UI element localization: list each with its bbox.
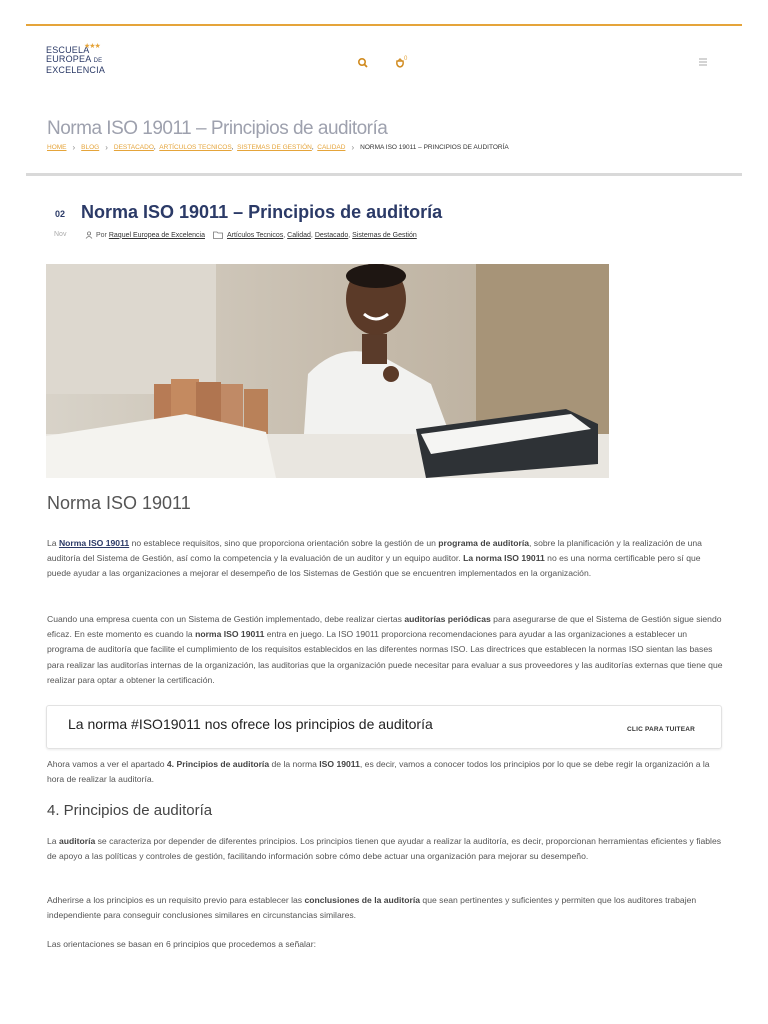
- breadcrumb-current: NORMA ISO 19011 – PRINCIPIOS DE AUDITORÍA: [360, 144, 509, 151]
- breadcrumb-destacado[interactable]: DESTACADO: [113, 144, 154, 151]
- post-category-link[interactable]: Destacado: [314, 231, 349, 239]
- post-date-month: Nov: [54, 231, 67, 238]
- post-meta: Por Raquel Europea de Excelencia Artículos Tecnicos , Calidad , Destacado , Sistemas de Gestión: [85, 231, 417, 239]
- user-icon: [85, 231, 93, 239]
- folder-icon: [213, 231, 223, 239]
- page-title: Norma ISO 19011 – Principios de auditoría: [47, 118, 388, 139]
- search-icon[interactable]: [356, 56, 370, 70]
- tweet-text: La norma #ISO19011 nos ofrece los principios de auditoría: [68, 716, 433, 732]
- logo-stars-icon: ★★★: [84, 43, 100, 50]
- post-category-link[interactable]: Calidad: [287, 231, 311, 239]
- header-top-border: [26, 24, 742, 26]
- post-date-day: 02: [55, 209, 66, 219]
- breadcrumb: HOME › BLOG › DESTACADO , ARTÍCULOS TECNICOS , SISTEMAS DE GESTIÓN , CALIDAD › NORMA ISO 19011 – PRINCIPIOS DE AUDITORÍA: [47, 143, 509, 152]
- paragraph-intro: La Norma ISO 19011 no establece requisitos, sino que proporciona orientación sobre la gestión de un programa de auditoría, sobre la planificación y la realización de una auditoría del Sistema de Gestión, así como la competencia y la evaluación de un auditor y un equipo auditor. La norma ISO 19011 no es una norma certificable pero sí que puede ayudar a las organizaciones a mejorar el desempeño de los Sistemas de Gestión que se encuentren implementados en la organización.: [47, 538, 702, 579]
- breadcrumb-calidad[interactable]: CALIDAD: [317, 144, 346, 151]
- tweet-button[interactable]: CLIC PARA TUITEAR: [627, 726, 696, 733]
- cart-count: 0: [404, 56, 408, 62]
- hero-image: [46, 264, 609, 478]
- breadcrumb-blog[interactable]: BLOG: [81, 144, 100, 151]
- paragraph-context: Cuando una empresa cuenta con un Sistema de Gestión implementado, debe realizar ciertas auditorías periódicas para asegurarse de que el Sistema de Gestión sigue siendo eficaz. En este momento es cuando la norma ISO 19011 entra en juego. La ISO 19011 proporciona recomendaciones para ayudar a las organizaciones a establecer un programa de auditoría que facilite el cumplimiento de los requisitos establecidos en las diferentes normas ISO. Las directrices que establecen la normas ISO sientan las bases para realizar las auditorías internas de la organización, las auditorias que la organización puede necesitar para evaluar a sus proveedores y las auditorías externas que tiene que realizar para optar a obtener la certificación.: [47, 614, 723, 685]
- post-category-link[interactable]: Artículos Tecnicos: [226, 231, 284, 239]
- logo-line-3: EXCELENCIA: [46, 65, 106, 75]
- breadcrumb-home[interactable]: HOME: [47, 144, 67, 151]
- breadcrumb-articulos[interactable]: ARTÍCULOS TECNICOS: [159, 144, 232, 151]
- post-title: Norma ISO 19011 – Principios de auditoría: [81, 202, 443, 222]
- section-heading-norma: Norma ISO 19011: [47, 493, 191, 513]
- paragraph-auditoria: La auditoría se caracteriza por depender de diferentes principios. Los principios tienen que ayudar a realizar la auditoría, es decir, proporcionan herramientas eficientes y fiables de apoyo a las políticas y controles de gestión, facilitando información sobre cómo debe actuar una organización para mejorar su desempeño.: [47, 836, 722, 862]
- section-heading-principios: 4. Principios de auditoría: [47, 802, 213, 819]
- paragraph-adherirse: Adherirse a los principios es un requisito previo para establecer las conclusiones de la auditoría que sean pertinentes y suficientes y permiten que los auditores trabajen independiente para conseguir conclusiones similares en circunstancias similares.: [47, 895, 697, 921]
- post-by: Por: [96, 231, 107, 239]
- menu-icon[interactable]: [697, 57, 709, 67]
- paragraph-orientaciones: Las orientaciones se basan en 6 principios que procedemos a señalar:: [47, 939, 316, 949]
- logo-line-1: ESCUELA: [46, 45, 90, 55]
- breadcrumb-sistemas[interactable]: SISTEMAS DE GESTIÓN: [237, 144, 312, 151]
- header-divider: [26, 173, 742, 176]
- breadcrumb-chevron-icon: ›: [105, 143, 108, 152]
- norma-iso-link[interactable]: Norma ISO 19011: [58, 538, 130, 548]
- paragraph-apartado: Ahora vamos a ver el apartado 4. Principios de auditoría de la norma ISO 19011, es decir, vamos a conocer todos los principios por lo que se debe regir la organización a la hora de realizar la auditoría.: [47, 759, 710, 785]
- logo-line-2: EUROPEA DE: [46, 54, 103, 64]
- breadcrumb-chevron-icon: ›: [72, 143, 76, 152]
- click-to-tweet-box[interactable]: [46, 705, 722, 749]
- breadcrumb-chevron-icon: ›: [351, 143, 355, 152]
- site-logo[interactable]: [46, 43, 126, 82]
- post-category-link[interactable]: Sistemas de Gestión: [352, 231, 417, 239]
- post-author-link[interactable]: Raquel Europea de Excelencia: [108, 231, 205, 239]
